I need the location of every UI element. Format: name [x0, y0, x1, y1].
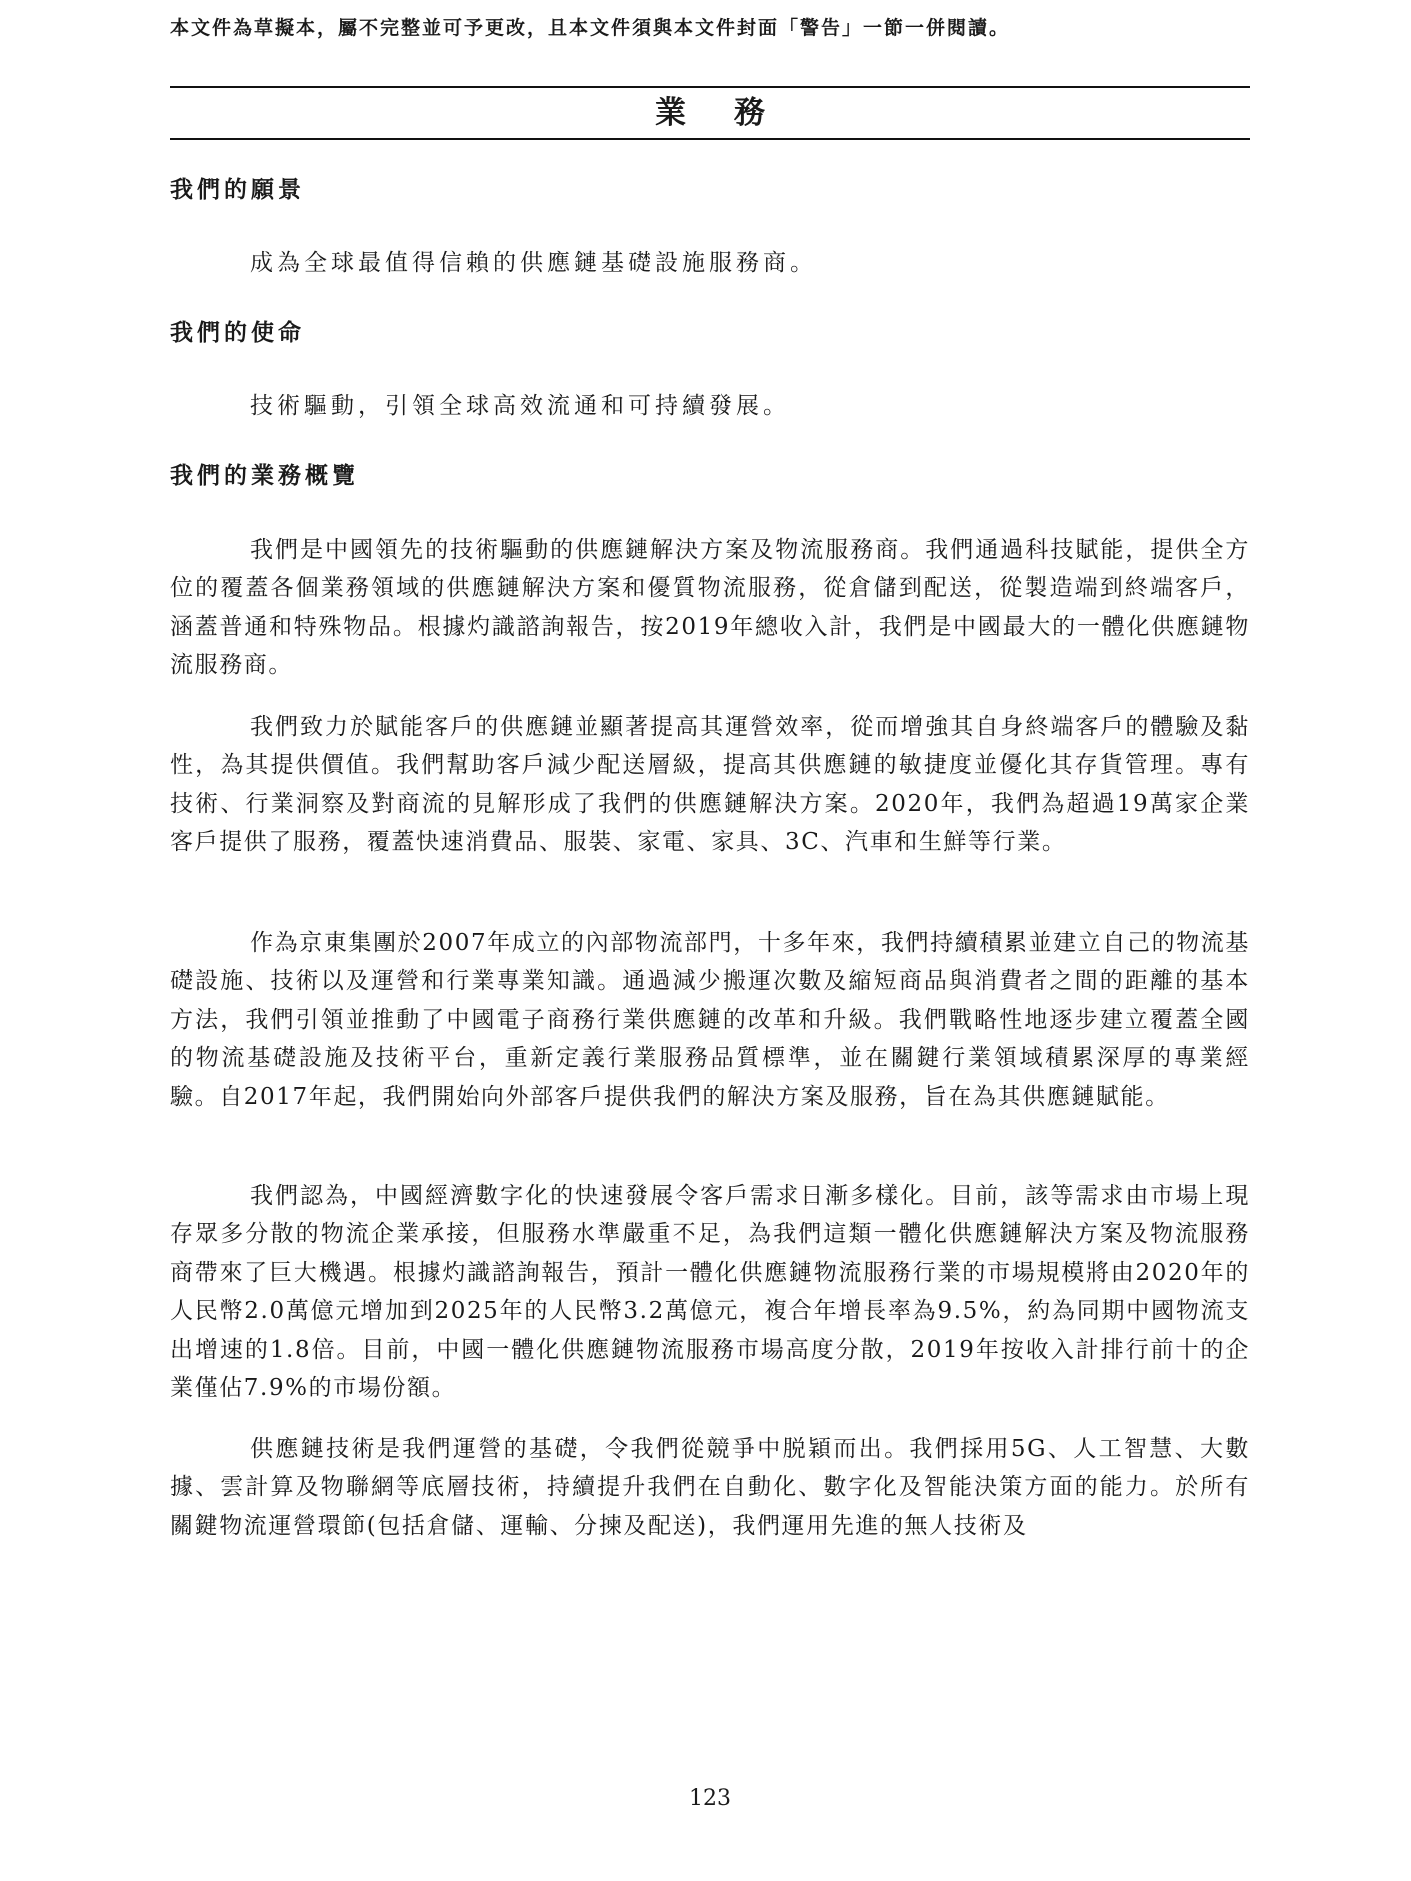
overview-paragraph: 我們認為，中國經濟數字化的快速發展令客戶需求日漸多樣化。目前，該等需求由市場上現存眾多分散的物流企業承接，但服務水準嚴重不足，為我們這類一體化供應鏈解決方案及物流服務商帶來了巨大機遇。根據灼識諮詢報告，預計一體化供應鏈物流服務行業的市場規模將由2020年的人民幣2.0萬億元增加到2025年的人民幣3.2萬億元，複合年增長率為9.5%，約為同期中國物流支出增速的1.8倍。目前，中國一體化供應鏈物流服務市場高度分散，2019年按收入計排行前十的企業僅佔7.9%的市場份額。	[170, 1183, 1250, 1402]
overview-paragraph: 作為京東集團於2007年成立的內部物流部門，十多年來，我們持續積累並建立自己的物流基礎設施、技術以及運營和行業專業知識。通過減少搬運次數及縮短商品與消費者之間的距離的基本方法，我們引領並推動了中國電子商務行業供應鏈的改革和升級。我們戰略性地逐步建立覆蓋全國的物流基礎設施及技術平台，重新定義行業服務品質標準，並在關鍵行業領域積累深厚的專業經驗。自2017年起，我們開始向外部客戶提供我們的解決方案及服務，旨在為其供應鏈賦能。	[170, 930, 1250, 1110]
page-number: 123	[689, 1786, 731, 1811]
overview-paragraph: 我們是中國領先的技術驅動的供應鏈解決方案及物流服務商。我們通過科技賦能，提供全方位的覆蓋各個業務領域的供應鏈解決方案和優質物流服務，從倉儲到配送，從製造端到終端客戶，涵蓋普通和特殊物品。根據灼識諮詢報告，按2019年總收入計，我們是中國最大的一體化供應鏈物流服務商。	[170, 537, 1250, 679]
overview-heading: 我們的業務概覽	[170, 462, 359, 489]
vision-statement: 成為全球最值得信賴的供應鏈基礎設施服務商。	[250, 250, 817, 276]
mission-heading: 我們的使命	[170, 319, 305, 346]
title-bottom-rule	[170, 138, 1250, 140]
overview-paragraph: 供應鏈技術是我們運營的基礎，令我們從競爭中脱穎而出。我們採用5G、人工智慧、大數據、雲計算及物聯網等底層技術，持續提升我們在自動化、數字化及智能決策方面的能力。於所有關鍵物流運營環節(包括倉儲、運輸、分揀及配送)，我們運用先進的無人技術及	[170, 1436, 1250, 1539]
title-top-rule	[170, 86, 1250, 88]
draft-warning-banner: 本文件為草擬本，屬不完整並可予更改，且本文件須與本文件封面「警告」一節一併閱讀。	[170, 17, 1011, 39]
mission-statement: 技術驅動，引領全球高效流通和可持續發展。	[250, 393, 790, 419]
section-title: 業務	[655, 95, 813, 131]
overview-paragraph: 我們致力於賦能客戶的供應鏈並顯著提高其運營效率，從而增強其自身終端客戶的體驗及黏性，為其提供價值。我們幫助客戶減少配送層級，提高其供應鏈的敏捷度並優化其存貨管理。專有技術、行業洞察及對商流的見解形成了我們的供應鏈解決方案。2020年，我們為超過19萬家企業客戶提供了服務，覆蓋快速消費品、服裝、家電、家具、3C、汽車和生鮮等行業。	[170, 714, 1250, 856]
vision-heading: 我們的願景	[170, 176, 305, 203]
